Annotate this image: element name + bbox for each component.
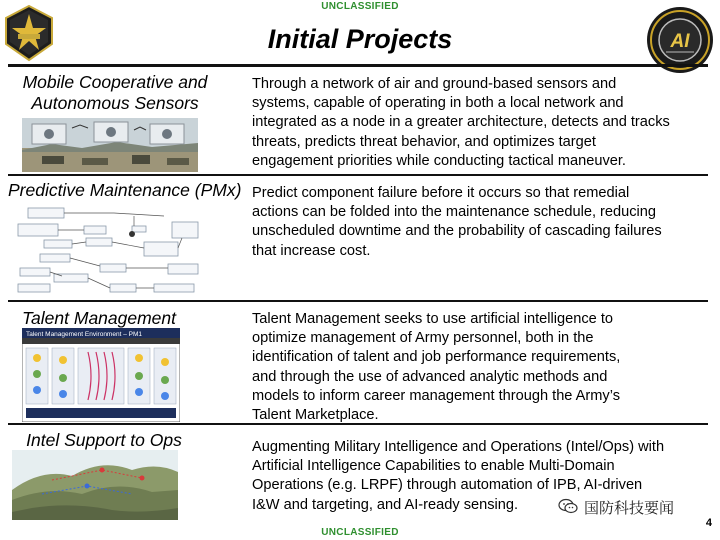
page-number: 4 <box>705 517 712 529</box>
description-line: Augmenting Military Intelligence and Operations (Intel/Ops) with <box>252 439 665 455</box>
maintenance-flow-diagram <box>14 204 204 298</box>
project-title-intel-support <box>16 430 192 451</box>
divider <box>8 174 708 176</box>
description-line: threats, predicts threat behavior, and optimizes target <box>252 133 596 150</box>
watermark <box>558 497 674 518</box>
project-description-talent-management <box>252 310 620 425</box>
divider <box>8 64 708 67</box>
sensors-illustration <box>22 118 198 172</box>
divider <box>8 300 708 302</box>
project-title-line: Autonomous Sensors <box>31 93 199 113</box>
description-line: and through the use of advanced analytic methods and <box>252 368 608 385</box>
project-description-predictive-maintenance <box>252 184 662 261</box>
description-line: Through a network of air and ground-based sensors and <box>252 76 617 92</box>
talent-diagram-caption: Talent Management Environment – PM1 <box>26 331 142 338</box>
project-title-line: Mobile Cooperative and <box>22 72 208 92</box>
project-title-talent-management <box>14 308 184 329</box>
description-line: actions can be folded into the maintenance schedule, reducing <box>252 204 657 221</box>
classification-bottom: UNCLASSIFIED <box>321 527 399 538</box>
project-description-mobile-sensors <box>252 75 670 171</box>
svg-text:AI: AI <box>670 31 690 52</box>
project-title-line: Predictive Maintenance (PMx) <box>8 180 242 200</box>
description-line: systems, capable of operating in both a local network and <box>252 95 624 112</box>
description-line: Talent Management seeks to use artificial intelligence to <box>252 311 613 327</box>
project-title-line: Talent Management <box>21 308 177 328</box>
watermark-text: 国防科技要闻 <box>584 500 675 517</box>
description-line: optimize management of Army personnel, both in the <box>252 330 594 347</box>
slide-title: Initial Projects <box>267 24 453 54</box>
description-line: models to inform career management through the Army’s <box>252 387 620 404</box>
description-line: I&W and targeting, and AI-ready sensing. <box>252 496 519 513</box>
talent-management-diagram <box>22 328 180 422</box>
description-line: Artificial Intelligence Capabilities to enable Multi-Domain <box>252 458 615 475</box>
project-title-mobile-sensors <box>10 72 220 114</box>
project-title-predictive-maintenance <box>8 180 248 201</box>
description-line: Operations (e.g. LRPF) through automation of IPB, AI-driven <box>252 477 643 494</box>
description-line: identification of talent and job performance requirements, <box>252 349 621 366</box>
description-line: Talent Marketplace. <box>252 407 379 424</box>
description-line: integrated as a node in a greater architecture, detects and tracks <box>252 114 670 131</box>
description-line: engagement priorities while conducting tactical maneuver. <box>252 152 626 169</box>
classification-top: UNCLASSIFIED <box>321 1 399 12</box>
description-line: unscheduled downtime and the probability of cascading failures <box>252 223 662 240</box>
project-title-line: Intel Support to Ops <box>26 430 182 450</box>
description-line: Predict component failure before it occurs so that remedial <box>252 185 630 201</box>
terrain-map-image <box>12 450 178 520</box>
description-line: that increase cost. <box>252 242 371 259</box>
wechat-icon <box>558 498 578 518</box>
